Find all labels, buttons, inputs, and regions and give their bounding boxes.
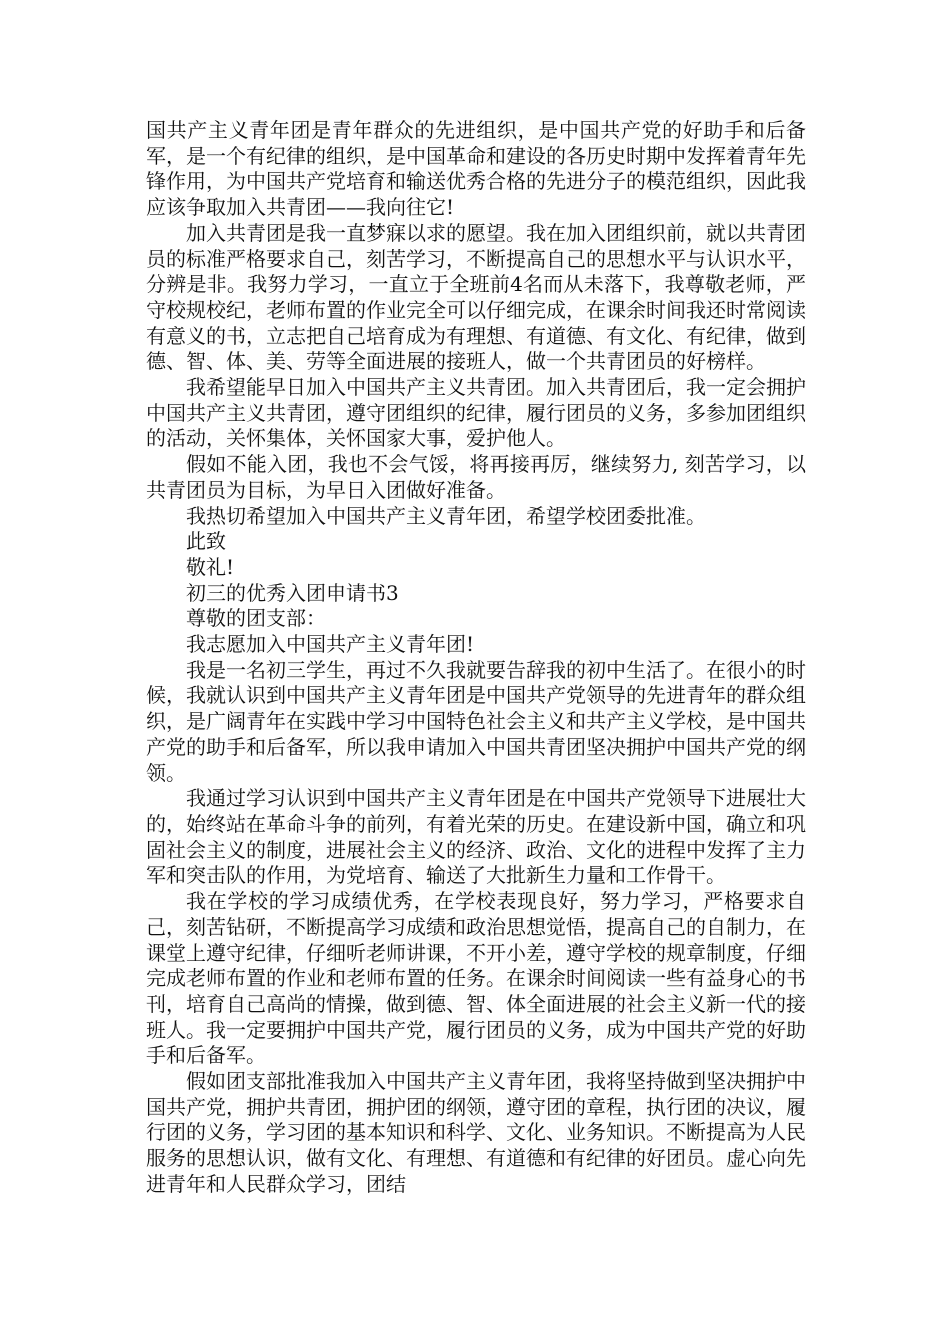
paragraph-12: 我通过学习认识到中国共产主义青年团是在中国共产党领导下进展壮大的，始终站在革命斗争的前列，有着光荣的历史。在建设新中国，确立和巩固社会主义的制度，进展社会主义的经济、政治、文化的进程中发挥了主力军和突击队的作用，为党培育、输送了大批新生力量和工作骨干。	[146, 786, 806, 888]
declaration-line: 我志愿加入中国共产主义青年团!	[186, 632, 475, 657]
document-body	[146, 118, 806, 1198]
paragraph-2: 加入共青团是我一直梦寐以求的愿望。我在加入团组织前，就以共青团员的标准严格要求自己，刻苦学习，不断提高自己的思想水平与认识水平，分辨是非。我努力学习，一直立于全班前4名而从未落下，我尊敬老师，严守校规校纪，老师布置的作业完全可以仔细完成，在课余时间我还时常阅读有意义的书，立志把自己培育成为有理想、有道德、有文化、有纪律，做到德、智、体、美、劳等全面进展的接班人，做一个共青团员的好榜样。	[146, 220, 806, 374]
addressee-line: 尊敬的团支部：	[186, 606, 326, 631]
closing-line: 敬礼!	[186, 554, 235, 579]
section-title: 初三的优秀入团申请书3	[186, 580, 399, 605]
paragraph-4: 假如不能入团，我也不会气馁，将再接再厉，继续努力, 刻苦学习，以共青团员为目标，为早日入团做好准备。	[146, 452, 806, 502]
paragraph-14: 假如团支部批准我加入中国共产主义青年团，我将坚持做到坚决拥护中国共产党，拥护共青团，拥护团的纲领，遵守团的章程，执行团的决议，履行团的义务，学习团的基本知识和科学、文化、业务知识。不断提高为人民服务的思想认识，做有文化、有理想、有道德和有纪律的好团员。虚心向先进青年和人民群众学习，团结	[146, 1069, 806, 1196]
salutation-line: 此致	[186, 529, 226, 554]
paragraph-1: 国共产主义青年团是青年群众的先进组织，是中国共产党的好助手和后备军，是一个有纪律的组织，是中国革命和建设的各历史时期中发挥着青年先锋作用，为中国共产党培育和输送优秀合格的先进分子的模范组织，因此我应该争取加入共青团——我向往它!	[146, 118, 806, 220]
paragraph-11: 我是一名初三学生，再过不久我就要告辞我的初中生活了。在很小的时候，我就认识到中国共产主义青年团是中国共产党领导的先进青年的群众组织，是广阔青年在实践中学习中国特色社会主义和共产主义学校，是中国共产党的助手和后备军，所以我申请加入中国共青团坚决拥护中国共产党的纲领。	[146, 657, 806, 785]
paragraph-5: 我热切希望加入中国共产主义青年团，希望学校团委批准。	[186, 503, 706, 528]
paragraph-3: 我希望能早日加入中国共产主义共青团。加入共青团后，我一定会拥护中国共产主义共青团，遵守团组织的纪律，履行团员的义务，多参加团组织的活动，关怀集体，关怀国家大事，爱护他人。	[146, 375, 806, 451]
paragraph-13: 我在学校的学习成绩优秀，在学校表现良好，努力学习，严格要求自己，刻苦钻研，不断提高学习成绩和政治思想觉悟，提高自己的自制力，在课堂上遵守纪律，仔细听老师讲课，不开小差，遵守学校的规章制度，仔细完成老师布置的作业和老师布置的任务。在课余时间阅读一些有益身心的书刊，培育自己高尚的情操，做到德、智、体全面进展的社会主义新一代的接班人。我一定要拥护中国共产党，履行团员的义务，成为中国共产党的好助手和后备军。	[146, 889, 806, 1068]
